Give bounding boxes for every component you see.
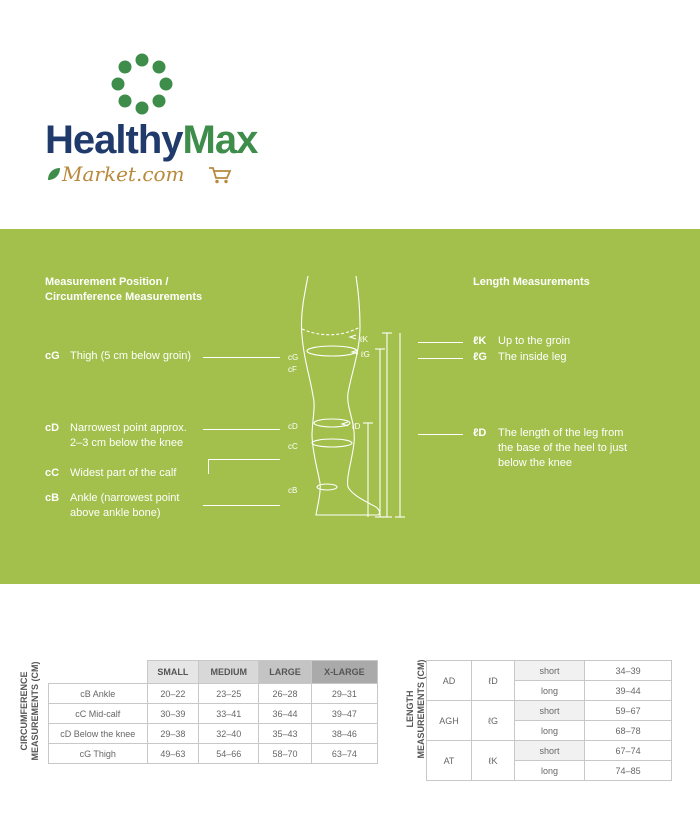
row-label: cB Ankle bbox=[49, 684, 148, 704]
range-cell: 74–85 bbox=[585, 761, 672, 781]
range-cell: 67–74 bbox=[585, 741, 672, 761]
logo-dots-icon bbox=[110, 52, 174, 116]
diagram-label-lg: ℓG bbox=[361, 350, 370, 359]
calf-band bbox=[312, 439, 352, 447]
leader-line-cd bbox=[203, 429, 280, 430]
range-cell: 39–44 bbox=[585, 681, 672, 701]
circumference-table bbox=[48, 660, 378, 764]
table-cell: 29–31 bbox=[311, 684, 377, 704]
table-cell: 63–74 bbox=[311, 744, 377, 764]
diagram-label-cd: cD bbox=[288, 422, 298, 431]
range-cell: 68–78 bbox=[585, 721, 672, 741]
table-cell: 36–44 bbox=[259, 704, 311, 724]
header-medium: MEDIUM bbox=[199, 661, 259, 684]
right-desc-ld-2: the base of the heel to just bbox=[498, 442, 628, 454]
leader-line-cc bbox=[208, 459, 280, 460]
left-code-cg: cG bbox=[45, 350, 60, 362]
range-cell: 34–39 bbox=[585, 661, 672, 681]
fit-cell: short bbox=[515, 661, 585, 681]
table-cell: 58–70 bbox=[259, 744, 311, 764]
row-label: cC Mid-calf bbox=[49, 704, 148, 724]
code-cell: ℓD bbox=[472, 661, 515, 701]
table-cell: 26–28 bbox=[259, 684, 311, 704]
leader-line-cc-drop bbox=[208, 459, 209, 474]
diagram-label-cg: cG bbox=[288, 353, 299, 362]
table-row bbox=[427, 741, 672, 761]
code-cell: ℓG bbox=[472, 701, 515, 741]
left-desc-cb-1: Ankle (narrowest point bbox=[70, 492, 180, 504]
diagram-label-cc: cC bbox=[288, 442, 298, 451]
header-large: LARGE bbox=[259, 661, 311, 684]
left-code-cb: cB bbox=[45, 492, 60, 504]
right-desc-ld-3: below the knee bbox=[498, 457, 572, 469]
row-label: cD Below the knee bbox=[49, 724, 148, 744]
right-desc-lg: The inside leg bbox=[498, 351, 567, 363]
fit-cell: short bbox=[515, 741, 585, 761]
fit-cell: long bbox=[515, 721, 585, 741]
leader-line-cb bbox=[203, 505, 280, 506]
table-row bbox=[49, 744, 378, 764]
fit-cell: long bbox=[515, 761, 585, 781]
left-desc-cd-1: Narrowest point approx. bbox=[70, 422, 187, 434]
measurement-panel bbox=[0, 229, 700, 584]
leaf-icon bbox=[46, 166, 62, 182]
table-cell: 23–25 bbox=[199, 684, 259, 704]
left-desc-cb-2: above ankle bone) bbox=[70, 507, 161, 519]
table-cell: 39–47 bbox=[311, 704, 377, 724]
right-heading: Length Measurements bbox=[473, 276, 590, 288]
diagram-label-cb: cB bbox=[288, 486, 298, 495]
circumference-side-label: CIRCUMFERENCE MEASUREMENTS (CM) bbox=[19, 661, 40, 761]
range-cell: 59–67 bbox=[585, 701, 672, 721]
logo-word-max: Max bbox=[182, 118, 258, 162]
leader-line-lk bbox=[418, 342, 463, 343]
cart-icon bbox=[208, 166, 232, 184]
table-row bbox=[49, 684, 378, 704]
logo-word-healthy: Healthy bbox=[45, 118, 183, 162]
code-cell: ℓK bbox=[472, 741, 515, 781]
table-cell: 49–63 bbox=[147, 744, 199, 764]
logo-subtitle: Market.com bbox=[62, 162, 185, 186]
leg-diagram bbox=[280, 271, 420, 521]
left-code-cd: cD bbox=[45, 422, 60, 434]
right-code-lg: ℓG bbox=[473, 351, 487, 363]
table-cell: 32–40 bbox=[199, 724, 259, 744]
left-heading-1: Measurement Position / bbox=[45, 276, 169, 288]
table-cell: 29–38 bbox=[147, 724, 199, 744]
table-cell: 54–66 bbox=[199, 744, 259, 764]
table-row bbox=[49, 704, 378, 724]
table-cell: 35–43 bbox=[259, 724, 311, 744]
diagram-label-cf: cF bbox=[288, 365, 297, 374]
left-desc-cg: Thigh (5 cm below groin) bbox=[70, 350, 192, 362]
header-small: SMALL bbox=[147, 661, 199, 684]
left-heading-2: Circumference Measurements bbox=[45, 291, 203, 303]
right-code-lk: ℓK bbox=[473, 335, 487, 347]
table-row bbox=[427, 661, 672, 681]
fit-cell: short bbox=[515, 701, 585, 721]
table-cell: 20–22 bbox=[147, 684, 199, 704]
length-table bbox=[426, 660, 672, 781]
leader-line-cg bbox=[203, 357, 280, 358]
left-desc-cd-2: 2–3 cm below the knee bbox=[70, 437, 184, 449]
table-cell: 38–46 bbox=[311, 724, 377, 744]
type-cell: AT bbox=[427, 741, 472, 781]
leader-line-lg bbox=[418, 358, 463, 359]
header-x-large: X-LARGE bbox=[311, 661, 377, 684]
fit-cell: long bbox=[515, 681, 585, 701]
diagram-label-lk: ℓK bbox=[360, 335, 368, 344]
logo-wordmark bbox=[45, 118, 257, 163]
diagram-label-ld: ℓD bbox=[352, 422, 361, 431]
thigh-band bbox=[307, 346, 357, 356]
right-desc-ld-1: The length of the leg from bbox=[498, 427, 624, 439]
table-row bbox=[49, 724, 378, 744]
table-cell: 30–39 bbox=[147, 704, 199, 724]
row-label: cG Thigh bbox=[49, 744, 148, 764]
leader-line-ld bbox=[418, 434, 463, 435]
type-cell: AGH bbox=[427, 701, 472, 741]
table-cell: 33–41 bbox=[199, 704, 259, 724]
length-side-label: LENGTH MEASUREMENTS (CM) bbox=[405, 659, 426, 759]
left-desc-cc: Widest part of the calf bbox=[70, 467, 177, 479]
type-cell: AD bbox=[427, 661, 472, 701]
right-desc-lk: Up to the groin bbox=[498, 335, 571, 347]
table-row bbox=[427, 701, 672, 721]
left-code-cc: cC bbox=[45, 467, 60, 479]
groin-line bbox=[302, 327, 360, 335]
right-code-ld: ℓD bbox=[473, 427, 487, 439]
